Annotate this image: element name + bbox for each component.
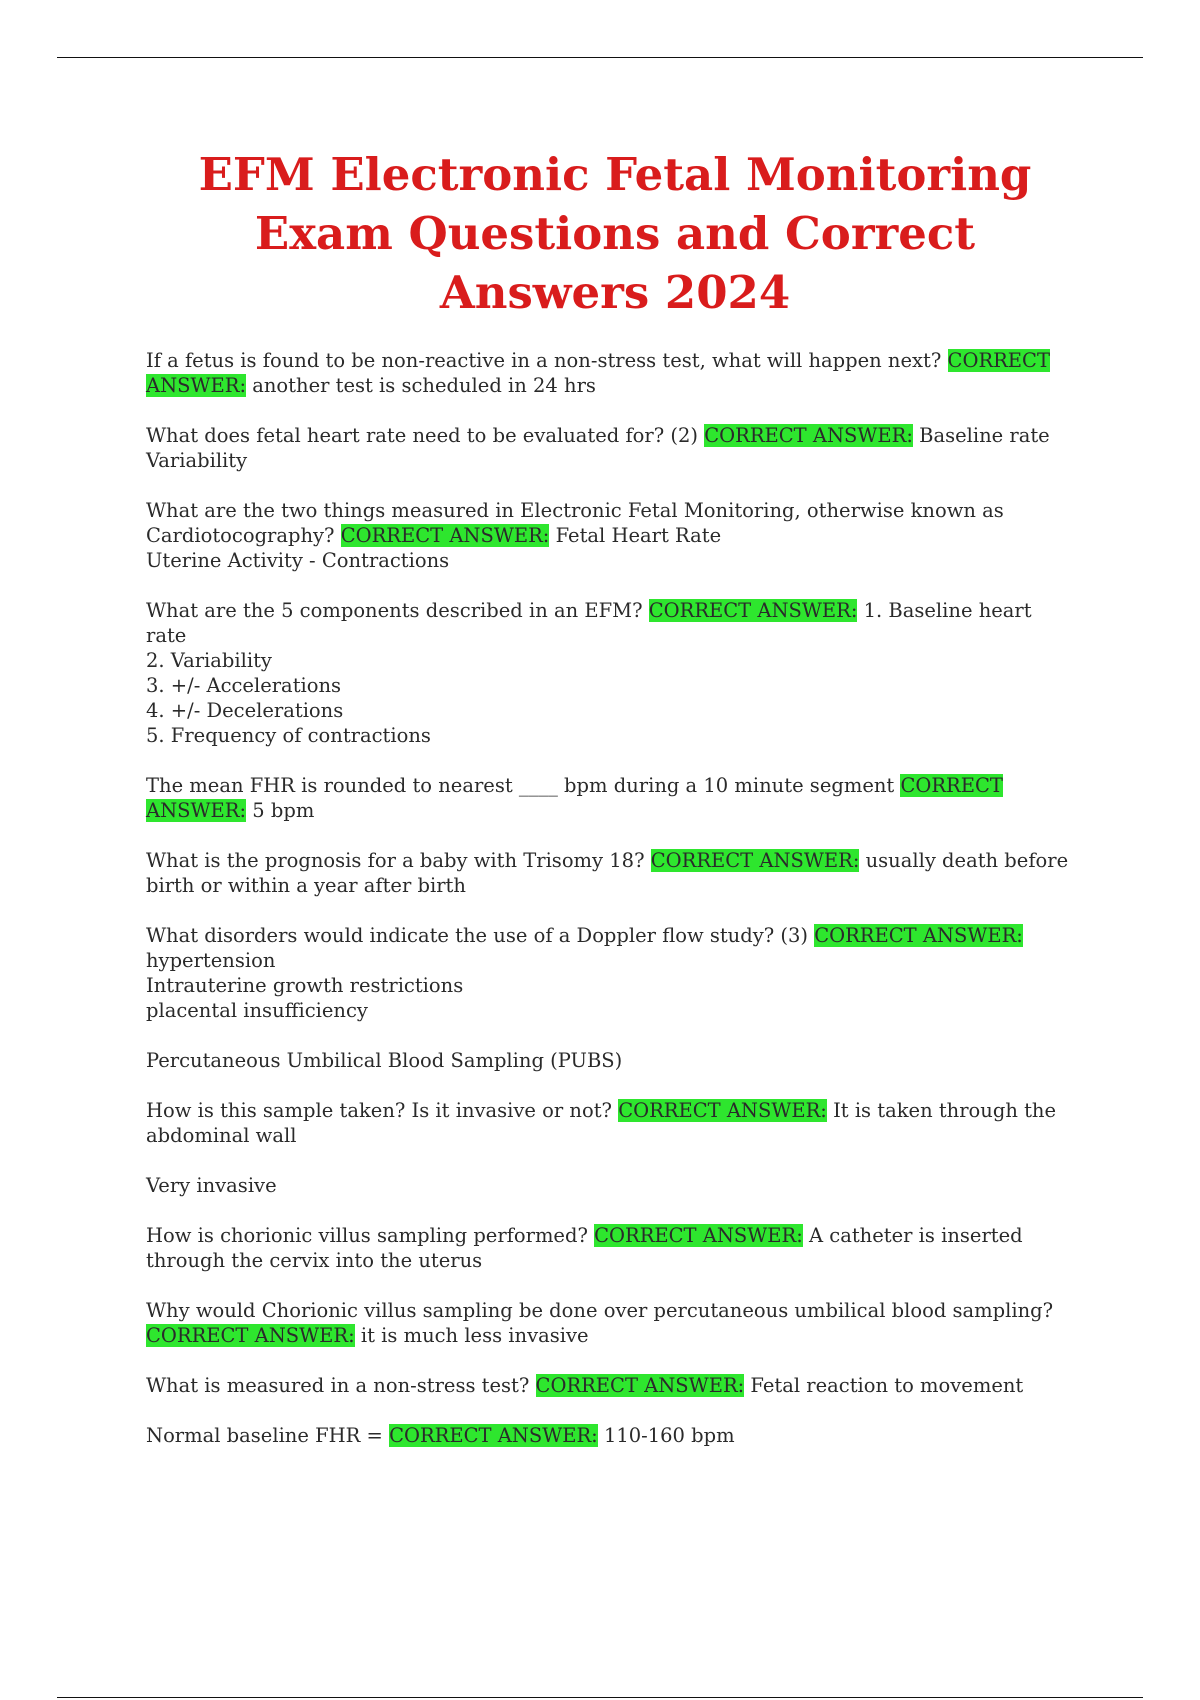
- qa-item: [146, 923, 1076, 1023]
- qa-item: [146, 498, 1076, 573]
- question-text: What does fetal heart rate need to be evaluated for? (2): [146, 424, 699, 447]
- paragraph-text: Percutaneous Umbilical Blood Sampling (PUBS): [146, 1049, 623, 1072]
- answer-line: Uterine Activity - Contractions: [146, 549, 450, 572]
- paragraph-text: Very invasive: [146, 1174, 277, 1197]
- answer-line: 5. Frequency of contractions: [146, 724, 431, 747]
- question-text: Normal baseline FHR =: [146, 1424, 383, 1447]
- question-text: The mean FHR is rounded to nearest ____ bpm during a 10 minute segment: [146, 774, 895, 797]
- answer-line: Intrauterine growth restrictions: [146, 974, 464, 997]
- qa-item: [146, 773, 1076, 823]
- bottom-rule: [57, 1697, 1143, 1698]
- correct-answer-label: CORRECT ANSWER:: [146, 774, 1003, 822]
- qa-item: [146, 1423, 1076, 1448]
- qa-item: [146, 1373, 1076, 1398]
- qa-item: [146, 1098, 1076, 1148]
- correct-answer-label: CORRECT ANSWER:: [594, 1224, 803, 1247]
- title-line: EFM Electronic Fetal Monitoring: [198, 148, 1032, 201]
- title-line: Exam Questions and Correct: [254, 207, 976, 260]
- qa-item: [146, 848, 1076, 898]
- title-line: Answers 2024: [439, 266, 791, 319]
- correct-answer-label: CORRECT ANSWER:: [814, 924, 1023, 947]
- answer-text: It is taken through the abdominal wall: [146, 1099, 1057, 1147]
- correct-answer-label: CORRECT ANSWER:: [535, 1374, 745, 1397]
- document-title: [120, 145, 1110, 322]
- answer-text: 110-160 bpm: [603, 1424, 735, 1447]
- question-text: What is measured in a non-stress test?: [146, 1374, 530, 1397]
- plain-paragraph: [146, 1173, 1076, 1198]
- correct-answer-label: CORRECT ANSWER:: [704, 424, 913, 447]
- correct-answer-label: CORRECT ANSWER:: [650, 849, 860, 872]
- question-text: What are the 5 components described in an EFM?: [146, 599, 643, 622]
- answer-line: 4. +/- Decelerations: [146, 699, 344, 722]
- qa-item: [146, 598, 1076, 748]
- answer-line: Variability: [146, 449, 248, 472]
- answer-text: Baseline rate: [919, 424, 1050, 447]
- answer-line: hypertension: [146, 949, 276, 972]
- correct-answer-label: CORRECT ANSWER:: [648, 599, 858, 622]
- question-text: What are the two things measured in Electronic Fetal Monitoring, otherwise known as Cardiotocography?: [146, 499, 1004, 547]
- qa-item: [146, 1298, 1076, 1348]
- correct-answer-label: CORRECT ANSWER:: [146, 349, 1050, 397]
- answer-text: 1. Baseline heart rate: [146, 599, 1032, 647]
- answer-text: another test is scheduled in 24 hrs: [252, 374, 596, 397]
- question-text: What disorders would indicate the use of a Doppler flow study? (3): [146, 924, 809, 947]
- qa-item: [146, 1223, 1076, 1273]
- question-text: What is the prognosis for a baby with Trisomy 18?: [146, 849, 645, 872]
- question-text: Why would Chorionic villus sampling be done over percutaneous umbilical blood sampling?: [146, 1299, 1054, 1322]
- answer-line: 2. Variability: [146, 649, 272, 672]
- qa-list: [146, 348, 1076, 1473]
- answer-text: it is much less invasive: [360, 1324, 589, 1347]
- question-text: If a fetus is found to be non-reactive in a non-stress test, what will happen next?: [146, 349, 942, 372]
- qa-item: [146, 348, 1076, 398]
- qa-item: [146, 423, 1076, 473]
- answer-text: Fetal Heart Rate: [555, 524, 722, 547]
- correct-answer-label: CORRECT ANSWER:: [340, 524, 550, 547]
- correct-answer-label: CORRECT ANSWER:: [389, 1424, 598, 1447]
- answer-text: 5 bpm: [252, 799, 315, 822]
- answer-text: usually death before birth or within a year after birth: [146, 849, 1069, 897]
- plain-paragraph: [146, 1048, 1076, 1073]
- answer-text: A catheter is inserted through the cervix into the uterus: [146, 1224, 1023, 1272]
- answer-text: Fetal reaction to movement: [750, 1374, 1024, 1397]
- answer-line: placental insufficiency: [146, 999, 368, 1022]
- question-text: How is this sample taken? Is it invasive or not?: [146, 1099, 612, 1122]
- correct-answer-label: CORRECT ANSWER:: [618, 1099, 827, 1122]
- correct-answer-label: CORRECT ANSWER:: [146, 1324, 355, 1347]
- top-rule: [57, 57, 1143, 58]
- question-text: How is chorionic villus sampling performed?: [146, 1224, 588, 1247]
- answer-line: 3. +/- Accelerations: [146, 674, 342, 697]
